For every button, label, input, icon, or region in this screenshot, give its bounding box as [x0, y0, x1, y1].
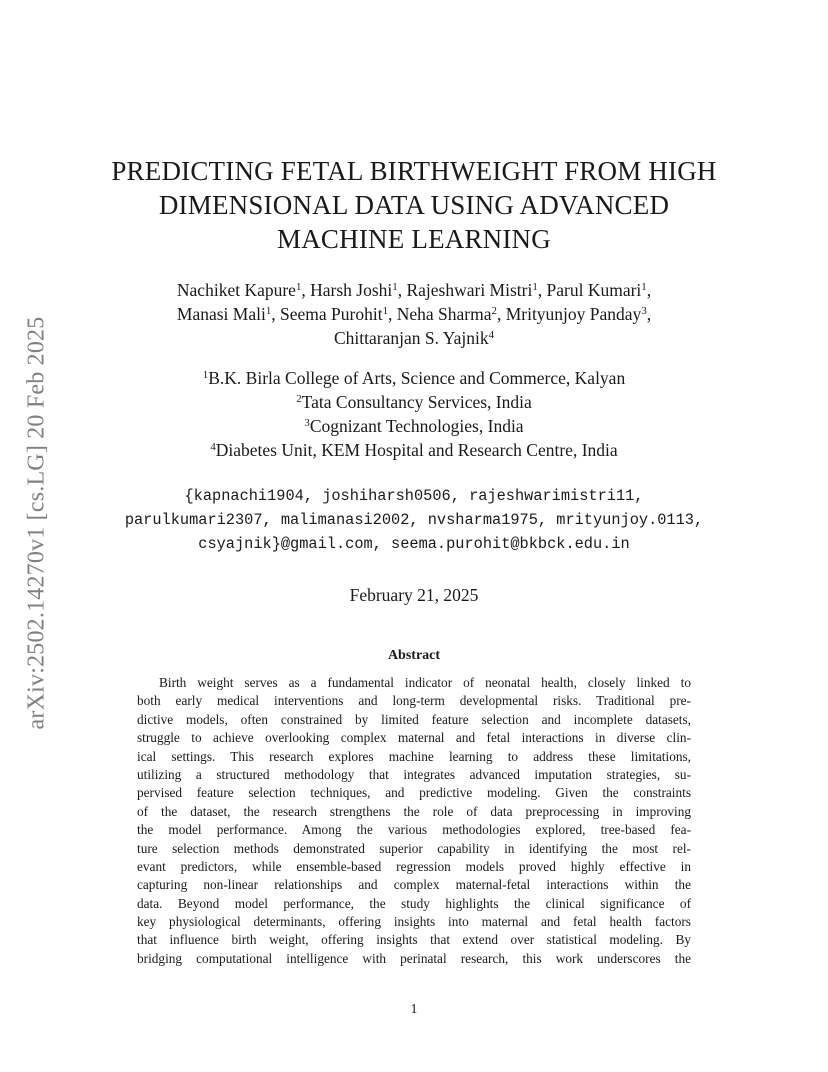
affiliation-number: 2 — [296, 393, 302, 406]
author-name: Rajeshwari Mistri — [406, 280, 533, 300]
abstract-body — [137, 674, 691, 968]
affiliation-text: Cognizant Technologies, India — [309, 416, 524, 436]
abstract-line: struggle to achieve overlooking complex maternal and fetal interactions in diverse clin- — [137, 730, 691, 746]
publication-date: February 21, 2025 — [349, 585, 479, 605]
abstract-line: key physiological determinants, offering insights into maternal and fetal health factors — [137, 914, 691, 930]
page-number: 1 — [410, 1002, 418, 1017]
affiliation-line — [80, 438, 748, 462]
email-list — [40, 484, 788, 556]
abstract-line: evant predictors, while ensemble-based regression models proved highly effective in — [137, 858, 691, 874]
affiliation-number: 3 — [304, 417, 310, 430]
abstract-line: dictive models, often constrained by limited feature selection and incomplete datasets, — [137, 711, 691, 727]
author-name: Harsh Joshi — [310, 280, 393, 300]
affiliation-line — [80, 366, 748, 390]
abstract-heading: Abstract — [387, 648, 441, 663]
email-line: csyajnik}@gmail.com, seema.purohit@bkbck.edu.in — [198, 535, 630, 553]
affiliation-number: 1 — [202, 369, 209, 382]
affiliation-mark: 3 — [641, 305, 647, 318]
title-line: PREDICTING FETAL BIRTHWEIGHT FROM HIGH — [111, 156, 717, 186]
abstract-line: bridging computational intelligence with perinatal research, this work underscores the — [137, 950, 691, 966]
affiliation-text: Tata Consultancy Services, India — [301, 392, 532, 412]
abstract-line: utilizing a structured methodology that integrates advanced imputation strategies, su- — [137, 766, 691, 782]
affiliation-mark: 1 — [641, 281, 647, 294]
author-name: Mrityunjoy Panday — [505, 304, 642, 324]
abstract-line: Birth weight serves as a fundamental indicator of neonatal health, closely linked to — [159, 675, 691, 690]
author-line — [80, 326, 748, 350]
abstract-line: the model performance. Among the various methodologies explored, tree-based fea- — [137, 822, 691, 838]
abstract-line: ical settings. This research explores machine learning to address these limitations, — [137, 748, 691, 764]
affiliation-text: B.K. Birla College of Arts, Science and Commerce, Kalyan — [208, 368, 626, 388]
affiliation-line — [80, 390, 748, 414]
arxiv-side-stamp: arXiv:2502.14270v1 [cs.LG] 20 Feb 2025 — [23, 316, 50, 730]
email-line: parulkumari2307, malimanasi2002, nvsharma1975, mrityunjoy.0113, — [124, 511, 704, 529]
abstract-line: ture selection methods demonstrated superior capability in identifying the most rel- — [137, 840, 691, 856]
affiliation-number: 4 — [210, 441, 216, 454]
affiliation-mark: 4 — [488, 329, 494, 342]
abstract-line: pervised feature selection techniques, and predictive modeling. Given the constraints — [137, 785, 691, 801]
author-line: Manasi Mali$^1$, Seema Purohit$^1$, Neha Sharma$^2$, Mrityunjoy Panday$^3$, — [176, 304, 652, 324]
paper-title — [80, 154, 748, 256]
affiliation-line — [80, 414, 748, 438]
affiliation-mark: 1 — [392, 281, 398, 294]
abstract-line: capturing non-linear relationships and complex maternal-fetal interactions within the — [137, 877, 691, 893]
affiliation-text: Diabetes Unit, KEM Hospital and Research Centre, India — [215, 440, 618, 460]
title-line: DIMENSIONAL DATA USING ADVANCED — [158, 190, 670, 220]
author-name: Manasi Mali — [176, 304, 266, 324]
author-name: Seema Purohit — [280, 304, 383, 324]
author-name: Neha Sharma — [396, 304, 492, 324]
affiliation-mark: 2 — [491, 305, 497, 318]
affiliation-list — [80, 366, 748, 462]
author-list — [80, 278, 748, 350]
author-name: Parul Kumari — [546, 280, 642, 300]
affiliation-mark: 1 — [532, 281, 538, 294]
author-name: Chittaranjan S. Yajnik — [333, 328, 489, 348]
email-line: {kapnachi1904, joshiharsh0506, rajeshwarimistri11, — [184, 487, 644, 505]
title-line: MACHINE LEARNING — [277, 224, 551, 254]
affiliation-mark: 1 — [295, 281, 302, 294]
abstract-line: both early medical interventions and long-term developmental risks. Traditional pre- — [137, 693, 691, 709]
author-line: Nachiket Kapure$^1$, Harsh Joshi$^1$, Rajeshwari Mistri$^1$, Parul Kumari$^1$, — [176, 280, 652, 300]
abstract-line: of the dataset, the research strengthens the role of data preprocessing in improving — [137, 803, 691, 819]
affiliation-mark: 1 — [382, 305, 388, 318]
affiliation-mark: 1 — [265, 305, 272, 318]
abstract-line: that influence birth weight, offering insights that extend over statistical modeling. By — [137, 932, 691, 948]
author-name: Nachiket Kapure — [176, 280, 296, 300]
abstract-line: data. Beyond model performance, the study highlights the clinical significance of — [137, 895, 691, 911]
